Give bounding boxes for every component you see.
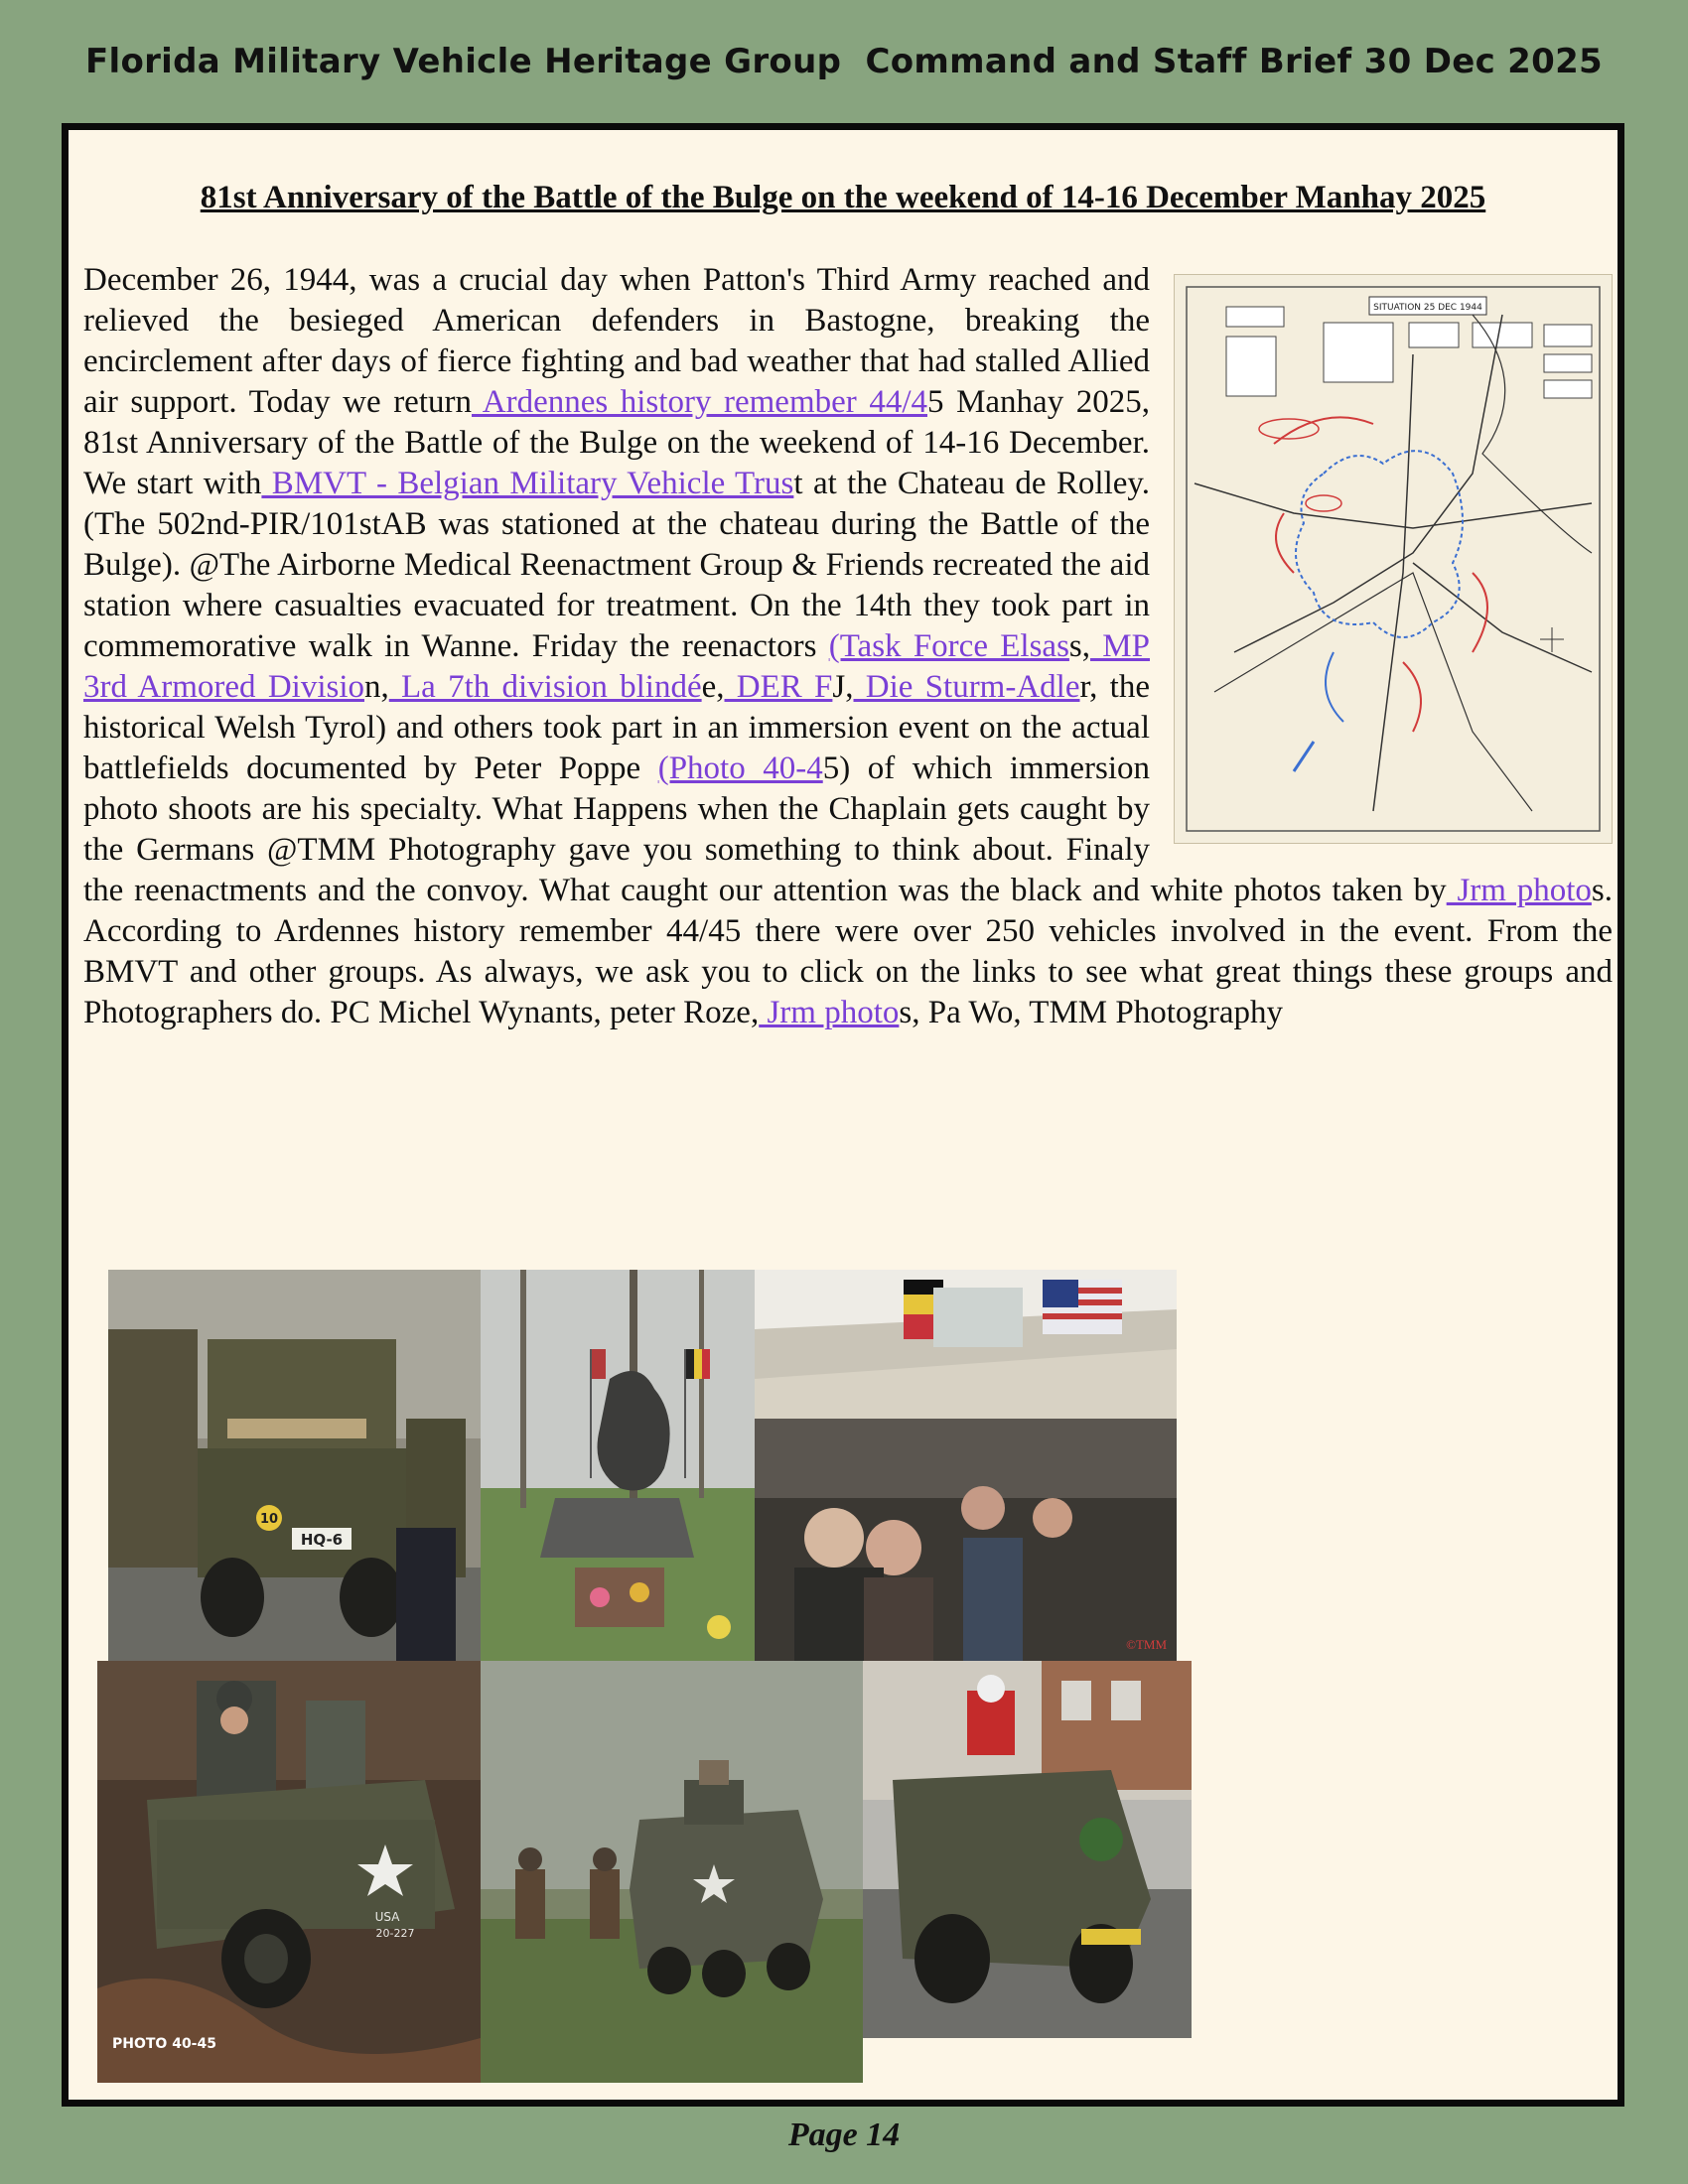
page-number: Page 14 [787,2116,901,2153]
org-name: Florida Military Vehicle Heritage Group [84,42,842,81]
link-der-fj[interactable]: DER F [724,669,833,705]
halftrack-number: 10 [259,1512,279,1527]
article-text-2: 5 Manhay 2025, 81st Anniversary of the Battle of the Bulge on the weekend of 14-16 December. We start with [83,384,1151,501]
link-mp-3rd-armored[interactable]: MP 3rd Armored Divisio [83,628,1150,705]
link-jrm-photos-credit[interactable]: Jrm photo [759,995,900,1030]
article-body [83,260,1613,1033]
article-text-9: 5) of which immersion photo shoots are his specialty. What Happens when the Chaplain gets caught by the Germans @TMM Photography gave you something to think about. Finaly the reenactments and the convoy. What caught our attention was the black and white photos taken by [83,751,1447,908]
article-text-6: e, [701,669,725,705]
photo-eagle-memorial [481,1270,755,1661]
article-title: 81st Anniversary of the Battle of the Bulge on the weekend of 14-16 December Manhay 2025 [200,180,1486,215]
link-bmvt[interactable]: BMVT - Belgian Military Vehicle Trus [261,466,794,501]
photo-kubelwagen [97,1661,481,2083]
kubel-photo-credit: PHOTO 40-45 [112,2036,216,2052]
article-text-10: s. According to Ardennes history remember 44/45 there were over 250 vehicles involved in the event. From the BMVT and other groups. As always, we ask you to click on the links to see what great things these groups and Photographers do. PC Michel Wynants, peter Roze, [83,873,1613,1030]
kubel-serial: 20-227 [375,1927,415,1940]
link-photo-40-45[interactable]: (Photo 40-4 [657,751,823,786]
article-text-1: December 26, 1944, was a crucial day when Patton's Third Army reached and relieved the besieged American defenders in Bastogne, breaking the encirclement after days of fierce fighting and bad weather that had stalled Allied air support. Today we return [83,262,1150,420]
map-drawing [1175,275,1612,843]
link-task-force-elsass[interactable]: (Task Force Elsas [828,628,1069,664]
link-7th-division-blindee[interactable]: La 7th division blindé [388,669,702,705]
photo-jeep-santa [863,1661,1192,2038]
link-ardennes-history[interactable]: Ardennes history remember 44/4 [472,384,927,420]
link-die-sturm-adler[interactable]: Die Sturm-Adle [853,669,1080,705]
article-text-4: s, [1068,628,1091,664]
map-title: SITUATION 25 DEC 1944 [1373,303,1482,313]
photo-armored-car [481,1661,863,2083]
article-panel [62,123,1624,2107]
article-text-8: r, the historical Welsh Tyrol) and others took part in an immersion event on the actual battlefields documented by Peter Poppe [83,669,1150,786]
kubel-marking: USA [374,1910,400,1924]
photo-tent-gathering [755,1270,1177,1661]
link-jrm-photos[interactable]: Jrm photo [1446,873,1592,908]
article-text-3: t at the Chateau de Rolley. (The 502nd-PIR/101stAB was stationed at the chateau during the Battle of the Bulge). @The Airborne Medical Reenactment Group & Friends recreated the aid station where casualties evacuated for treatment. On the 14th they took part in commemorative walk in Wanne. Friday the reenactors [83,466,1151,664]
article-text-5: n, [364,669,389,705]
tent-photo-credit: ©TMM [1126,1637,1167,1652]
article-text-11: s, Pa Wo, TMM Photography [899,995,1284,1030]
battle-map [1174,274,1613,844]
brief-title: Command and Staff Brief 30 Dec 2025 [865,42,1604,81]
halftrack-plate: HQ-6 [300,1531,344,1549]
article-text-7: J, [832,669,854,705]
photo-halftrack [108,1270,481,1661]
page-header [0,42,1688,81]
